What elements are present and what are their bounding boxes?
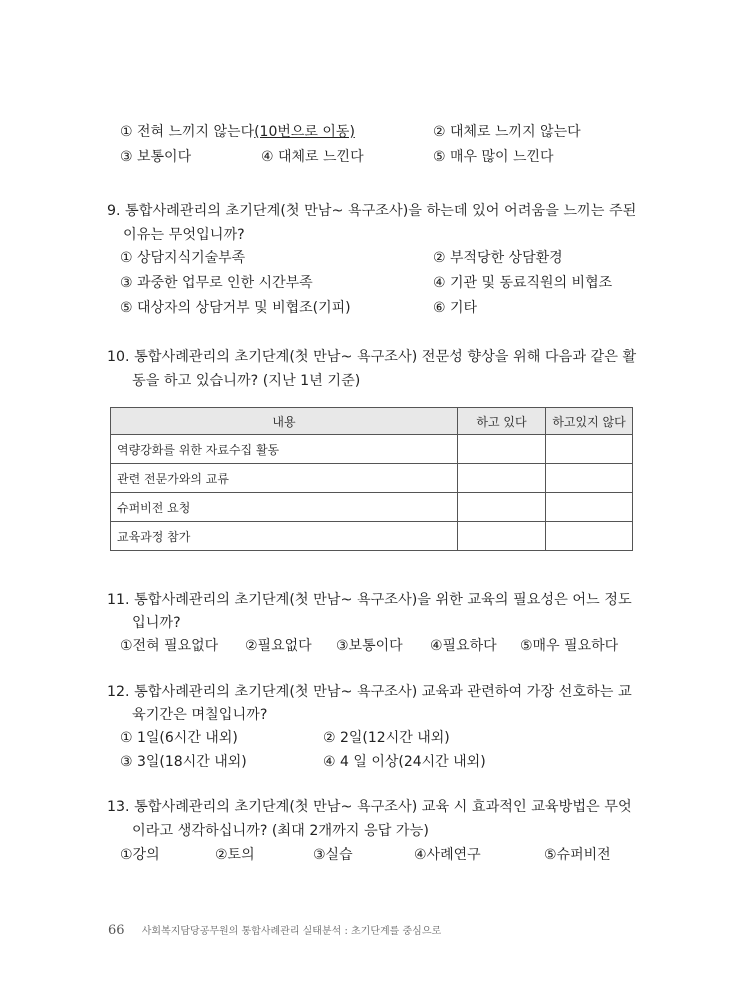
doing-cell[interactable]: [458, 522, 546, 551]
q11-option-1[interactable]: ①전혀 필요없다: [120, 638, 219, 654]
q12-option-2[interactable]: ② 2일(12시간 내외): [323, 730, 450, 746]
q11-title-line1: 11. 통합사례관리의 초기단계(첫 만남~ 욕구조사)을 위한 교육의 필요성은 어느 정도: [107, 592, 632, 608]
q9-option-3[interactable]: ③ 과중한 업무로 인한 시간부족: [120, 275, 313, 291]
q11-option-2[interactable]: ②필요없다: [245, 638, 312, 654]
q8-option-1[interactable]: ① 전혀 느끼지 않는다(10번으로 이동): [120, 124, 355, 140]
q12-option-1[interactable]: ① 1일(6시간 내외): [120, 730, 238, 746]
footer-title: 사회복지담당공무원의 통합사례관리 실태분석 : 초기단계를 중심으로: [141, 926, 442, 937]
q13-option-1[interactable]: ①강의: [120, 847, 160, 863]
q12-title-line1: 12. 통합사례관리의 초기단계(첫 만남~ 욕구조사) 교육과 관련하여 가장 선호하는 교: [107, 684, 632, 700]
q13-option-5[interactable]: ⑤슈퍼비전: [544, 847, 611, 863]
not-doing-cell[interactable]: [546, 493, 633, 522]
q8-option-3[interactable]: ③ 보통이다: [120, 149, 192, 165]
q13-option-3[interactable]: ③실습: [313, 847, 353, 863]
not-doing-cell[interactable]: [546, 522, 633, 551]
q9-option-4[interactable]: ④ 기관 및 동료직원의 비협조: [433, 275, 613, 291]
doing-cell[interactable]: [458, 435, 546, 464]
q12-option-4[interactable]: ④ 4 일 이상(24시간 내외): [323, 754, 486, 770]
q12-option-3[interactable]: ③ 3일(18시간 내외): [120, 754, 247, 770]
q9-option-1[interactable]: ① 상담지식기술부족: [120, 250, 246, 266]
table-row: [111, 522, 633, 551]
q11-option-4[interactable]: ④필요하다: [430, 638, 497, 654]
page-footer: [108, 922, 441, 938]
table-header-row: [111, 408, 633, 435]
table-row: [111, 464, 633, 493]
doing-cell[interactable]: [458, 464, 546, 493]
q9-title-line2: 이유는 무엇입니까?: [123, 227, 245, 243]
q13-title-line1: 13. 통합사례관리의 초기단계(첫 만남~ 욕구조사) 교육 시 효과적인 교육방법은 무엇: [107, 799, 632, 815]
q8-option-5[interactable]: ⑤ 매우 많이 느낀다: [433, 149, 554, 165]
doing-cell[interactable]: [458, 493, 546, 522]
table-row: [111, 435, 633, 464]
q13-option-4[interactable]: ④사례연구: [414, 847, 481, 863]
header-doing: 하고 있다: [458, 408, 546, 435]
row-label: 교육과정 참가: [111, 522, 458, 551]
row-label: 관련 전문가와의 교류: [111, 464, 458, 493]
q12-title-line2: 육기간은 며칠입니까?: [132, 707, 268, 723]
not-doing-cell[interactable]: [546, 464, 633, 493]
q8-option-4[interactable]: ④ 대체로 느낀다: [261, 149, 364, 165]
q13-option-2[interactable]: ②토의: [215, 847, 255, 863]
q11-option-5[interactable]: ⑤매우 필요하다: [520, 638, 619, 654]
q9-option-5[interactable]: ⑤ 대상자의 상담거부 및 비협조(기피): [120, 300, 351, 316]
q13-title-line2: 이라고 생각하십니까? (최대 2개까지 응답 가능): [132, 823, 429, 839]
table-row: [111, 493, 633, 522]
q10-activity-table: [110, 407, 633, 551]
q9-option-2[interactable]: ② 부적당한 상담환경: [433, 250, 563, 266]
q8-option-2[interactable]: ② 대체로 느끼지 않는다: [433, 124, 581, 140]
q11-title-line2: 입니까?: [132, 615, 181, 631]
q8-skip-note: (10번으로 이동): [254, 124, 355, 140]
row-label: 역량강화를 위한 자료수집 활동: [111, 435, 458, 464]
q10-title-line2: 동을 하고 있습니까? (지난 1년 기준): [132, 373, 361, 389]
header-content: 내용: [111, 408, 458, 435]
q11-option-3[interactable]: ③보통이다: [336, 638, 403, 654]
page-number: 66: [108, 923, 125, 938]
q9-option-6[interactable]: ⑥ 기타: [433, 300, 478, 316]
q10-title-line1: 10. 통합사례관리의 초기단계(첫 만남~ 욕구조사) 전문성 향상을 위해 다음과 같은 활: [107, 349, 637, 365]
header-not-doing: 하고있지 않다: [546, 408, 633, 435]
row-label: 슈퍼비전 요청: [111, 493, 458, 522]
not-doing-cell[interactable]: [546, 435, 633, 464]
q9-title-line1: 9. 통합사례관리의 초기단계(첫 만남~ 욕구조사)을 하는데 있어 어려움을 느끼는 주된: [107, 203, 637, 219]
